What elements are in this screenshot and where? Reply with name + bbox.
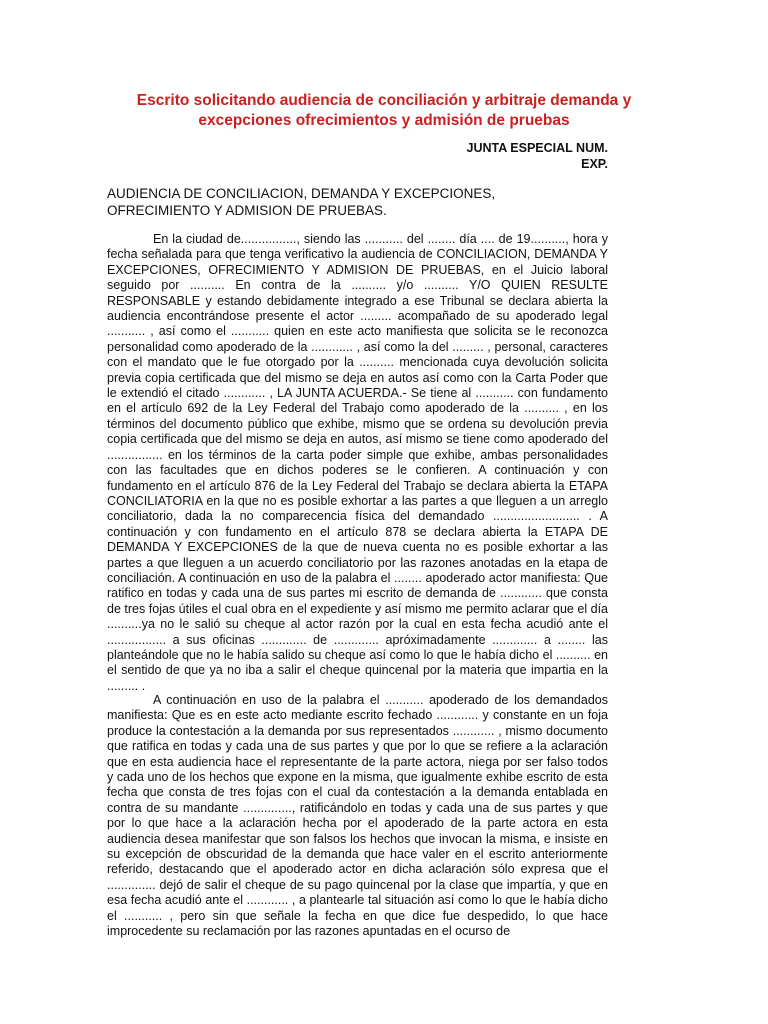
body-section-1 <box>107 232 608 694</box>
junta-label: JUNTA ESPECIAL NUM. <box>466 141 608 155</box>
junta-header <box>467 140 608 172</box>
document-title-line-2: excepciones ofrecimientos y admisión de pruebas <box>198 112 570 129</box>
document-title <box>60 91 708 131</box>
body-section-2 <box>107 693 608 940</box>
audiencia-heading <box>107 185 495 219</box>
body-paragraph-2: A continuación en uso de la palabra el ........... apoderado de los demandados manifiesta: Que es en este acto mediante escrito fechado ............ y constante en un foja produce la contestación a la demanda por sus representados ............ , mismo documento que ratifica en todas y cada una de sus partes y que por lo que se refiere a la aclaración que en esta audiencia hace el representante de la parte actora, niega por ser falso todos y cada uno de los hechos que expone en la misma, que igualmente exhibe escrito de esta fecha que consta de tres fojas con el cual da contestación a la demanda entablada en contra de su mandante .............., ratificándolo en todas y cada una de sus partes y que por lo que hace a la aclaración hecha por el apoderado de la parte actora en esta audiencia desea manifestar que son falsos los hechos que invocan la misma, e insiste en su excepción de obscuridad de la demanda que hace valer en el escrito anteriormente referido, destacando que el apoderado actor en dicha aclaración sólo expresa que el .............. dejó de salir el cheque de su pago quincenal por la clase que impartía, y que en esa fecha acudió ante el ............ , a plantearle tal situación así como lo que le había dicho el ........... , pero sin que señale la fecha en que dice fue despedido, lo que hace improcedente su reclamación por las razones apuntadas en el ocurso de <box>107 693 608 939</box>
expediente-label: EXP. <box>581 157 608 171</box>
audiencia-heading-line-1: AUDIENCIA DE CONCILIACION, DEMANDA Y EXCEPCIONES, <box>107 186 496 201</box>
audiencia-heading-line-2: OFRECIMIENTO Y ADMISION DE PRUEBAS. <box>107 203 387 218</box>
document-title-line-1: Escrito solicitando audiencia de conciliación y arbitraje demanda y <box>136 92 632 109</box>
body-paragraph-1: En la ciudad de................, siendo las ........... del ........ día .... de 19.........., hora y fecha señalada para que tenga verificativo la audiencia de CONCILIACION, DEMANDA Y EXCEPCIONES, OFRECIMIENTO Y ADMISION DE PRUEBAS, en el Juicio laboral seguido por .......... En contra de la .......... y/o .......... Y/O QUIEN RESULTE RESPONSABLE y estando debidamente integrado a ese Tribunal se declara abierta la audiencia encontrándose presente el actor ......... acompañado de su apoderado legal ........... , así como el ........... quien en este acto manifiesta que solicita se le reconozca personalidad como apoderado de la ............ , así como la del ......... , personal, caracteres con el mandato que le fue otorgado por la .......... mencionada cuya devolución solicita previa copia certificada que del mismo se deja en autos así como con la Carta Poder que le extendió el citado ............ , LA JUNTA ACUERDA.- Se tiene al ........... con fundamento en el artículo 692 de la Ley Federal del Trabajo como apoderado de la .......... , en los términos del documento público que exhibe, mismo que se ordena su devolución previa copia certificada que del mismo se deja en autos, así mismo se tiene como apoderado del ................ en los términos de la carta poder simple que exhibe, ambas personalidades con las facultades que en dichos poderes se le confieren. A continuación y con fundamento en el artículo 876 de la Ley Federal del Trabajo se declara abierta la ETAPA CONCILIATORIA en la que no es posible exhortar a las partes a que lleguen a un arreglo conciliatorio, dada la no comparecencia física del demandado ......................... . A continuación y con fundamento en el artículo 878 se declara abierta la ETAPA DE DEMANDA Y EXCEPCIONES de la que de nueva cuenta no es posible exhortar a las partes a que lleguen a un acuerdo conciliatorio por las razones anotadas en la etapa de conciliación. A continuación en uso de la palabra el ........ apoderado actor manifiesta: Que ratifico en todas y cada una de sus partes mi escrito de demanda de ............ que consta de tres fojas útiles el cual obra en el expediente y así mismo me permito aclarar que el día ..........ya no le salió su cheque al actor razón por la cual en esta fecha acudió ante el ................. a sus oficinas ............. de ............. apróximadamente ............. a ........ las planteándole que no le había salido su cheque así como lo que le había dicho el .......... en el sentido de que ya no iba a salir el cheque quincenal por la materia que impartia en la ......... . <box>107 232 608 693</box>
